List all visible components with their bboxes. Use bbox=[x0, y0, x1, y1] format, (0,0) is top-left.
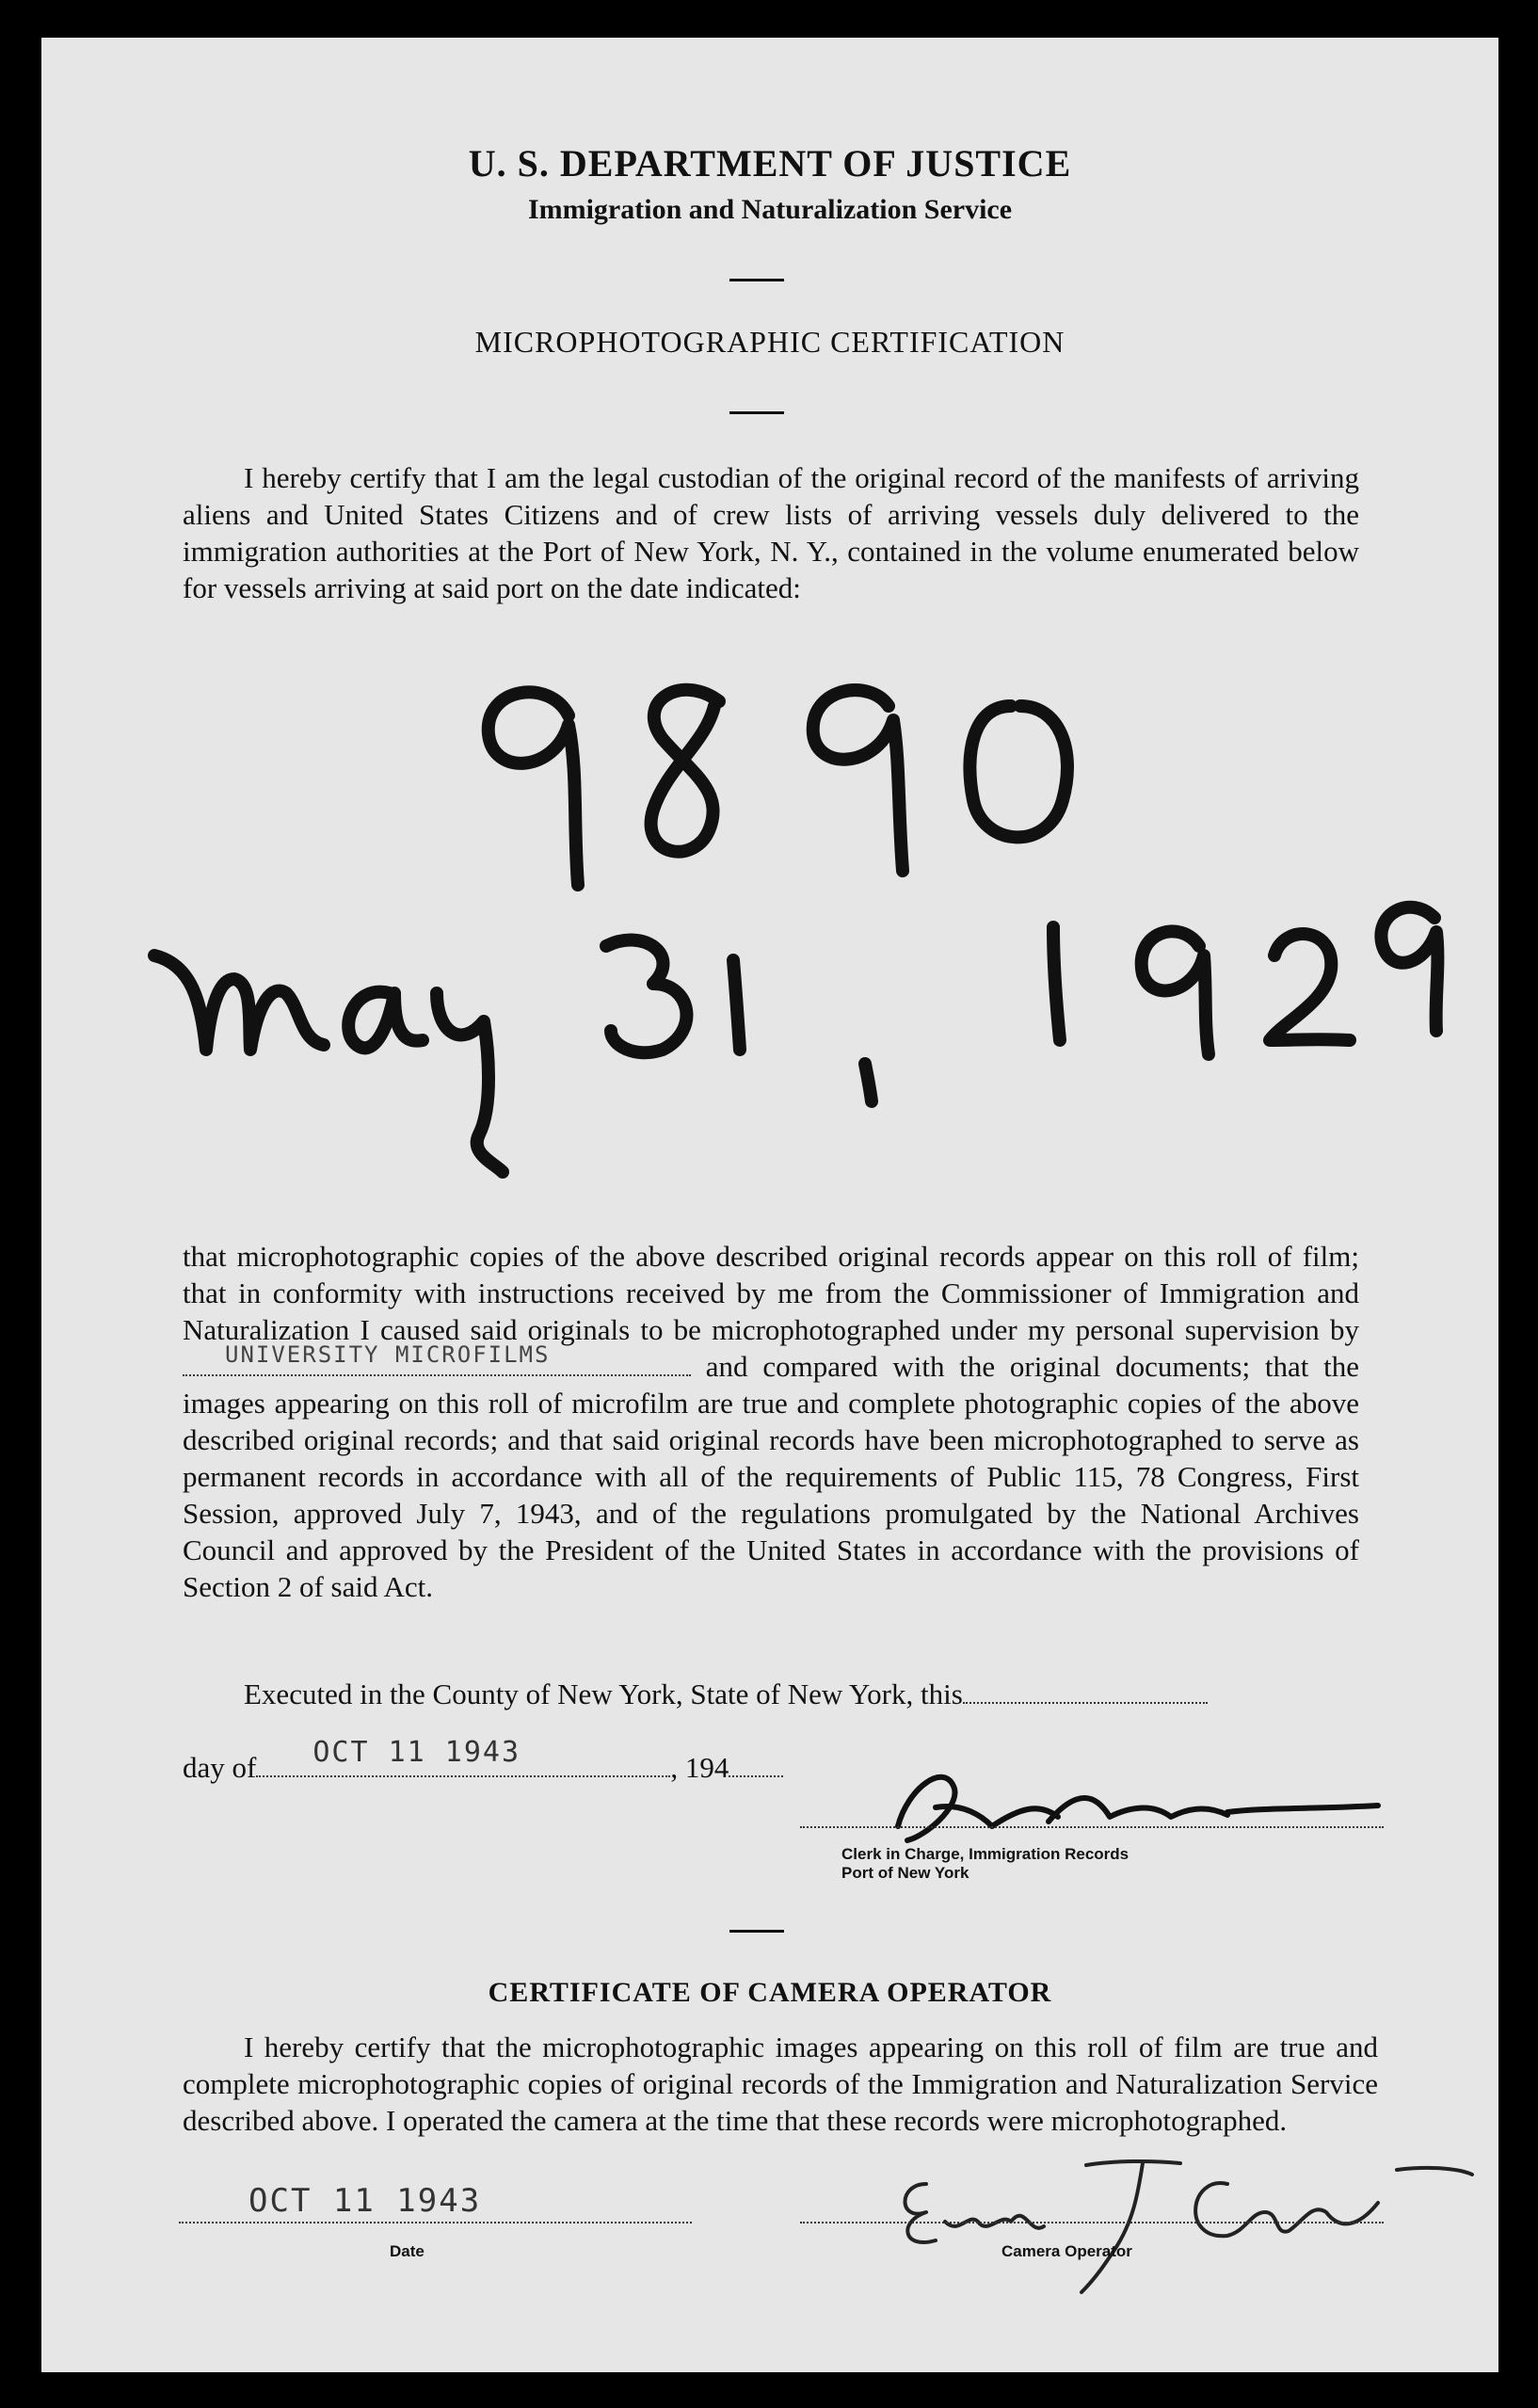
clerk-signature-line bbox=[800, 1826, 1384, 1828]
executed-day-field bbox=[963, 1702, 1208, 1704]
department-heading: U. S. DEPARTMENT OF JUSTICE bbox=[468, 142, 1072, 185]
divider-second bbox=[729, 411, 784, 414]
clerk-title: Clerk in Charge, Immigration Records bbox=[841, 1845, 1129, 1863]
certificate-page bbox=[41, 38, 1498, 2372]
company-field bbox=[183, 1341, 691, 1376]
camera-date-stamp: OCT 11 1943 bbox=[248, 2182, 482, 2220]
divider-top bbox=[729, 279, 784, 281]
camera-certificate-paragraph bbox=[183, 2029, 1378, 2139]
day-of-field bbox=[256, 1736, 670, 1777]
certification-title: MICROPHOTOGRAPHIC CERTIFICATION bbox=[474, 325, 1065, 359]
executed-line bbox=[183, 1676, 1359, 1712]
camera-certificate-title: CERTIFICATE OF CAMERA OPERATOR bbox=[488, 1977, 1052, 2008]
body-text-part2: and compared with the original documents; that the images appearing on this roll of microfilm are true and complete photographic copies of the above described original records; and that said original records have been microphotographed to serve as permanent records in accordance with all of the requirements of Public 115, 78 Congress, First Session, approved July 7, 1943, and of the regulations promulgated by the National Archives Council and approved by the President of the United States in accordance with the provisions of Section 2 of said Act. bbox=[183, 1350, 1359, 1603]
date-stamp: OCT 11 1943 bbox=[312, 1736, 521, 1769]
operator-signature-line bbox=[800, 2222, 1384, 2223]
intro-paragraph bbox=[183, 459, 1359, 606]
operator-label: Camera Operator bbox=[1001, 2242, 1132, 2260]
camera-certificate-text: I hereby certify that the microphotographic images appearing on this roll of film are true and complete microphotographic copies of original records of the Immigration and Naturalization Service described above. I operated the camera at the time that these records were microphotographed. bbox=[183, 2031, 1378, 2137]
executed-text: Executed in the County of New York, State of New York, this bbox=[244, 1678, 963, 1710]
divider-bottom bbox=[729, 1930, 784, 1933]
year-suffix: , 194 bbox=[670, 1751, 729, 1784]
body-text-part1: that microphotographic copies of the above described original records appear on this roll of film; that in conformity with instructions received by me from the Commissioner of Immigration and Naturalization I caused said originals to be microphotographed under my personal supervision by bbox=[183, 1240, 1359, 1346]
handwritten-date bbox=[107, 890, 1491, 1191]
service-subheading: Immigration and Naturalization Service bbox=[527, 194, 1013, 225]
body-paragraph bbox=[183, 1238, 1359, 1605]
company-stamp: UNIVERSITY MICROFILMS bbox=[225, 1341, 551, 1368]
date-line bbox=[179, 2222, 692, 2223]
year-field bbox=[729, 1775, 783, 1777]
clerk-port: Port of New York bbox=[841, 1864, 969, 1882]
intro-text: I hereby certify that I am the legal custodian of the original record of the manifests of arriving aliens and United States Citizens and of crew lists of arriving vessels duly delivered to the immigration authorities at the Port of New York, N. Y., contained in the volume enumerated below for vessels arriving at said port on the date indicated: bbox=[183, 461, 1359, 604]
date-label: Date bbox=[390, 2242, 425, 2260]
handwritten-volume-number bbox=[446, 650, 1143, 894]
day-of-label: day of bbox=[183, 1751, 257, 1784]
